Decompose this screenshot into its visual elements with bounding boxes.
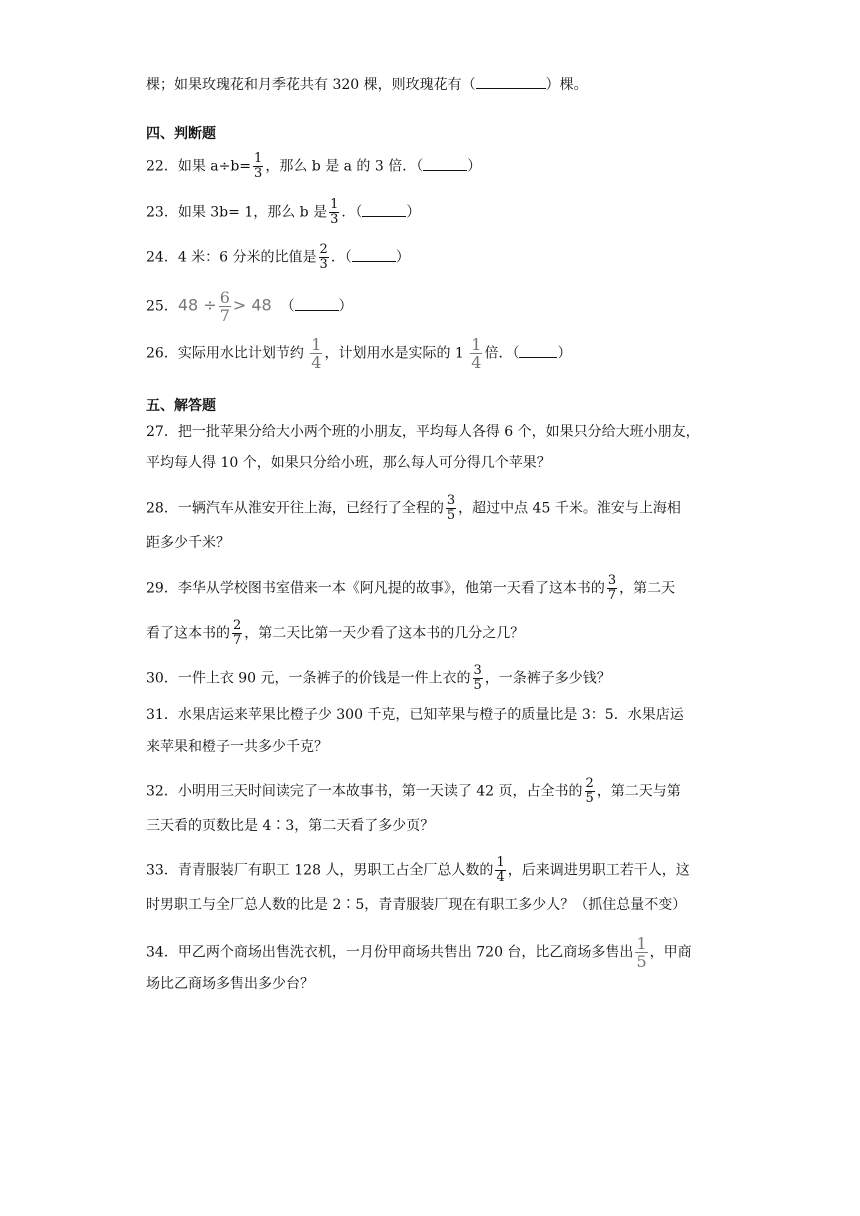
- question-30: 30．一件上衣 90 元，一条裤子的价钱是一件上衣的 $\frac{3}{5}$ ，一条裤子多少钱？: [146, 663, 611, 693]
- question-29: 29．李华从学校图书室借来一本《阿凡提的故事》，他第一天看了这本书的 $\frac{3}{7}$ ，第二天: [146, 573, 676, 603]
- question-29-line-2: 看了这本书的 $\frac{2}{7}$ ，第二天比第一天少看了这本书的几分之几？: [146, 618, 525, 648]
- question-33-line-2: 时男职工与全厂总人数的比是 2∶5，青青服装厂现在有职工多少人？（抓住总量不变）: [146, 897, 687, 913]
- fraction: $\frac{1}{3}$: [330, 197, 339, 227]
- fraction: $\frac{2}{7}$: [233, 618, 242, 648]
- answer-blank: [476, 74, 546, 89]
- fraction: $\frac{3}{5}$: [446, 493, 456, 523]
- question-25: 25．48 ÷ $\frac{6}{7}$ > 48 （ ）: [146, 288, 353, 325]
- question-33: 33．青青服装厂有职工 128 人，男职工占全厂总人数的 $\frac{1}{4}$ ，后来调进男职工若干人，这: [146, 855, 690, 885]
- question-32-line-2: 三天看的页数比是 4∶3，第二天看了多少页？: [146, 818, 435, 834]
- question-34-line-2: 场比乙商场多售出多少台？: [146, 976, 314, 992]
- fraction: $\frac{1}{4}$: [471, 335, 482, 372]
- question-31-line-1: 31．水果店运来苹果比橙子少 300 千克，已知苹果与橙子的质量比是 3：5．水果店运: [146, 707, 684, 723]
- answer-blank: [362, 202, 406, 217]
- fraction: $\frac{2}{5}$: [585, 776, 594, 806]
- fraction: $\frac{1}{4}$: [311, 335, 322, 372]
- fraction: $\frac{1}{5}$: [636, 934, 647, 971]
- answer-blank: [352, 247, 396, 262]
- question-31-line-2: 来苹果和橙子一共多少千克？: [146, 739, 328, 755]
- section-heading-answer: 五、解答题: [146, 398, 216, 414]
- question-22: 22．如果 a÷b= $\frac{1}{3}$ ，那么 b 是 a 的 3 倍．（ ）: [146, 151, 482, 181]
- expression-right: > 48: [232, 295, 272, 315]
- question-32: 32．小明用三天时间读完了一本故事书，第一天读了 42 页，占全书的 $\frac{2}{5}$ ，第二天与第: [146, 776, 681, 806]
- fraction: $\frac{1}{3}$: [254, 151, 263, 181]
- fraction: $\frac{6}{7}$: [219, 288, 230, 325]
- question-34: 34．甲乙两个商场出售洗衣机，一月份甲商场共售出 720 台，比乙商场多售出 $\frac{1}{5}$ ，甲商: [146, 934, 692, 971]
- expression-left: 48 ÷: [177, 295, 217, 315]
- question-28: 28．一辆汽车从淮安开往上海，已经行了全程的 $\frac{3}{5}$ ，超过中点 45 千米。淮安与上海相: [146, 493, 681, 523]
- question-27-line-2: 平均每人得 10 个，如果只分给小班，那么每人可分得几个苹果？: [146, 455, 551, 471]
- question-28-line-2: 距多少千米？: [146, 535, 230, 551]
- question-27-line-1: 27．把一批苹果分给大小两个班的小朋友，平均每人各得 6 个，如果只分给大班小朋友，: [146, 424, 700, 440]
- question-26: 26．实际用水比计划节约 $\frac{1}{4}$ ，计划用水是实际的 1 $\frac{1}{4}$ 倍．（ ）: [146, 335, 572, 372]
- fraction: $\frac{1}{4}$: [496, 855, 505, 885]
- answer-blank: [295, 296, 339, 311]
- answer-blank: [423, 156, 467, 171]
- answer-blank: [519, 343, 557, 358]
- section-heading-judgement: 四、判断题: [146, 126, 216, 142]
- fraction: $\frac{2}{3}$: [319, 242, 328, 272]
- question-23: 23．如果 3b= 1，那么 b 是 $\frac{1}{3}$ ．（ ）: [146, 197, 421, 227]
- fraction: $\frac{3}{7}$: [607, 573, 617, 603]
- fraction: $\frac{3}{5}$: [473, 663, 482, 693]
- top-continuation-line: 棵；如果玫瑰花和月季花共有 320 棵，则玫瑰花有（ ）棵。: [146, 74, 588, 95]
- question-24: 24．4 米：6 分米的比值是 $\frac{2}{3}$ ．（ ）: [146, 242, 410, 272]
